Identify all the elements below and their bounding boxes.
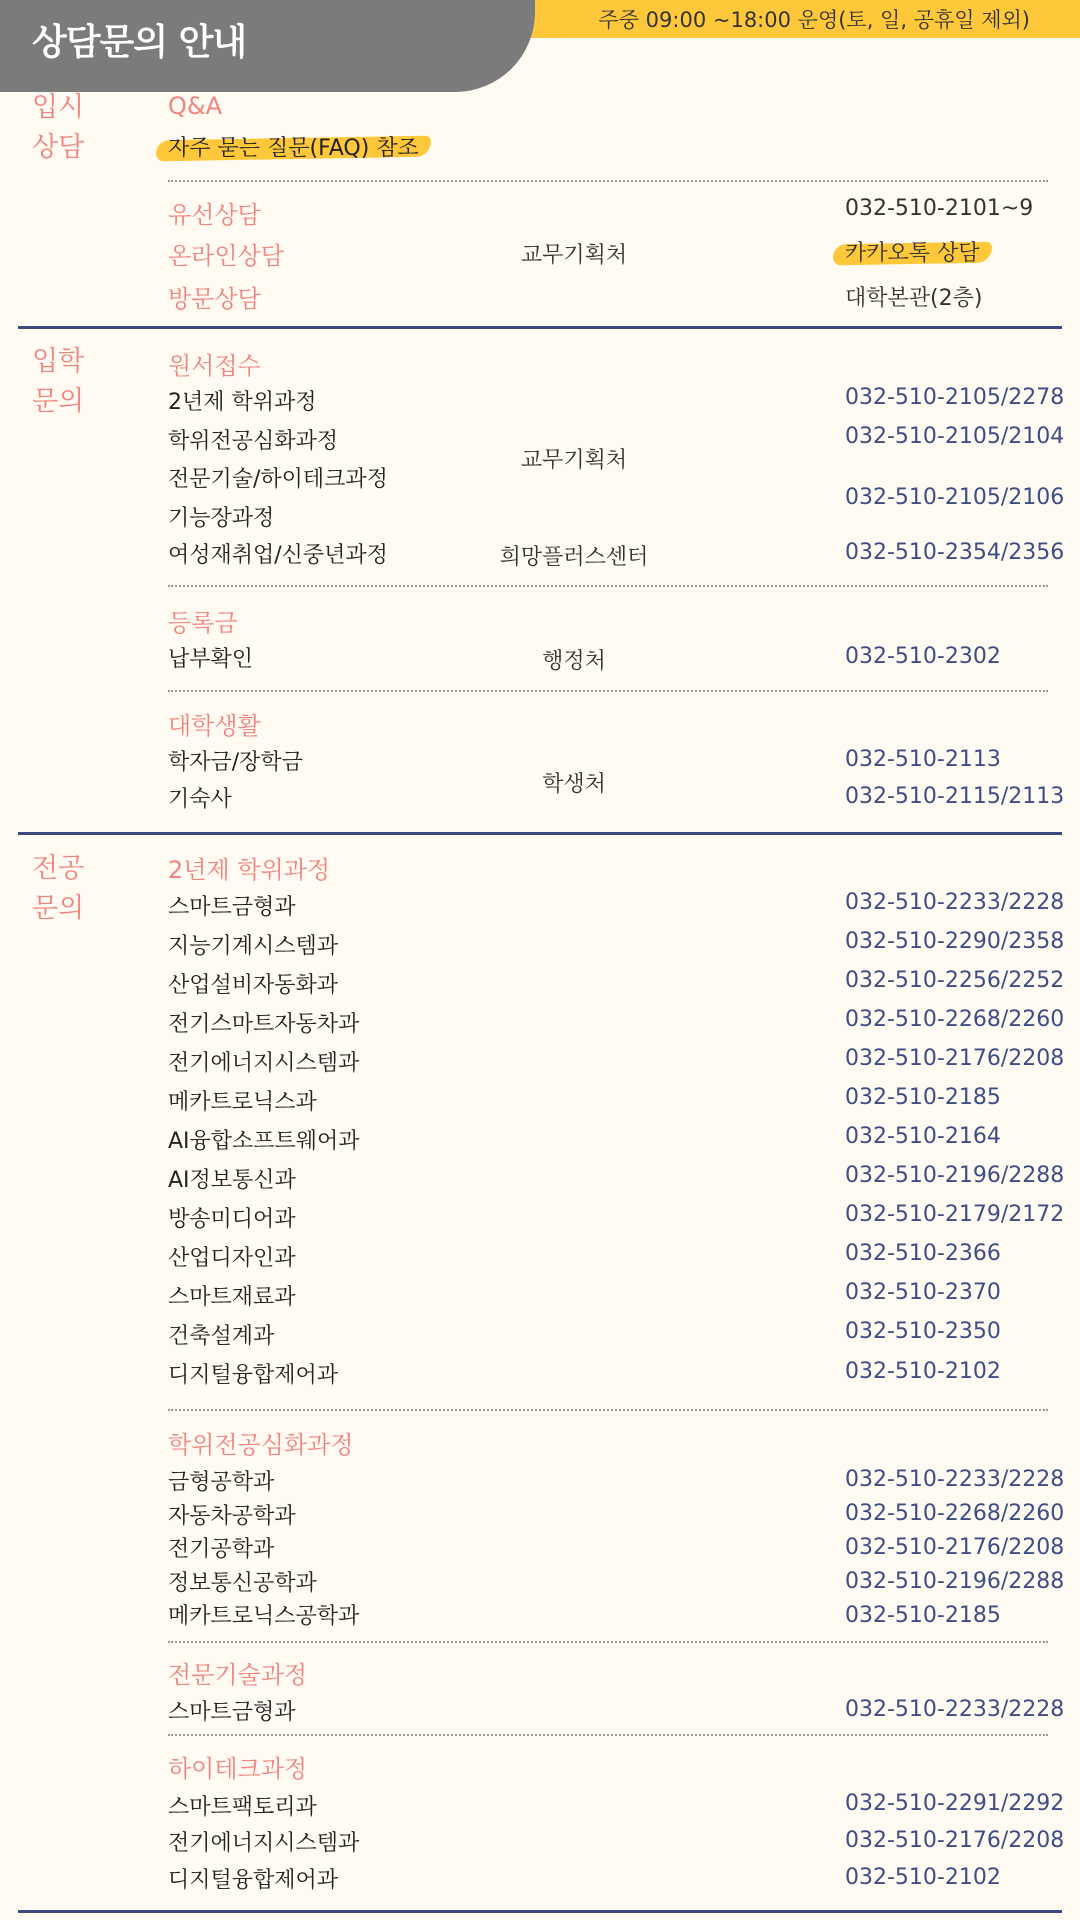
phone-number[interactable]: 032-510-2366 <box>845 1241 1001 1266</box>
phone-number[interactable]: 032-510-2290/2358 <box>845 929 1065 954</box>
office-administration: 행정처 <box>542 649 606 674</box>
list-item: 스마트재료과 <box>168 1285 296 1310</box>
list-item: 방송미디어과 <box>168 1207 296 1232</box>
campus-life-title: 대학생활 <box>168 712 261 740</box>
phone-number[interactable]: 032-510-2233/2228 <box>845 1697 1065 1722</box>
divider <box>168 585 1048 587</box>
faq-link-label: 자주 묻는 질문(FAQ) 참조 <box>168 131 419 162</box>
section-divider <box>18 832 1062 835</box>
list-item: 2년제 학위과정 <box>168 390 317 415</box>
list-item: 건축설계과 <box>168 1324 275 1349</box>
list-item: 디지털융합제어과 <box>168 1363 339 1388</box>
hightech-title: 하이테크과정 <box>168 1755 308 1783</box>
phone-number[interactable]: 032-510-2268/2260 <box>845 1501 1065 1526</box>
advanced-title: 학위전공심화과정 <box>168 1431 354 1459</box>
phone-number[interactable]: 032-510-2164 <box>845 1124 1001 1149</box>
phone-number[interactable]: 032-510-2176/2208 <box>845 1828 1065 1853</box>
divider <box>168 180 1048 182</box>
phone-number[interactable]: 032-510-2233/2228 <box>845 890 1065 915</box>
office-hope-plus-center: 희망플러스센터 <box>499 545 649 570</box>
list-item: AI정보통신과 <box>168 1168 296 1193</box>
list-item: 기숙사 <box>168 787 232 812</box>
phone-number[interactable]: 032-510-2113 <box>845 747 1001 772</box>
phone-number[interactable]: 032-510-2185 <box>845 1085 1001 1110</box>
list-item: 전기에너지시스템과 <box>168 1051 360 1076</box>
phone-number[interactable]: 032-510-2268/2260 <box>845 1007 1065 1032</box>
tuition-title: 등록금 <box>168 609 238 637</box>
consult-phone-range[interactable]: 032-510-2101~9 <box>845 196 1034 221</box>
kakao-consult-link[interactable] <box>845 236 980 267</box>
phone-number[interactable]: 032-510-2185 <box>845 1603 1001 1628</box>
kakao-consult-label: 카카오톡 상담 <box>845 236 980 267</box>
phone-number[interactable]: 032-510-2350 <box>845 1319 1001 1344</box>
list-item: 스마트팩토리과 <box>168 1795 317 1820</box>
application-title: 원서접수 <box>168 352 261 380</box>
list-item: 금형공학과 <box>168 1470 275 1495</box>
phone-number[interactable]: 032-510-2291/2292 <box>845 1791 1065 1816</box>
divider <box>168 1734 1048 1736</box>
list-item: 기능장과정 <box>168 506 275 531</box>
list-item: 디지털융합제어과 <box>168 1868 339 1893</box>
phone-number[interactable]: 032-510-2105/2106 <box>845 485 1065 510</box>
list-item: 산업설비자동화과 <box>168 973 339 998</box>
office-student-affairs: 학생처 <box>542 772 606 797</box>
operating-hours: 주중 09:00 ~18:00 운영(토, 일, 공휴일 제외) <box>598 8 1030 32</box>
phone-number[interactable]: 032-510-2102 <box>845 1359 1001 1384</box>
phone-number[interactable]: 032-510-2196/2288 <box>845 1569 1065 1594</box>
phone-number[interactable]: 032-510-2354/2356 <box>845 540 1065 565</box>
phone-number[interactable]: 032-510-2256/2252 <box>845 968 1065 993</box>
technical-title: 전문기술과정 <box>168 1661 308 1689</box>
phone-number[interactable]: 032-510-2370 <box>845 1280 1001 1305</box>
list-item: 학위전공심화과정 <box>168 429 339 454</box>
section-label-major-inquiry: 전공 문의 <box>32 853 85 924</box>
phone-consult-label: 유선상담 <box>168 201 261 229</box>
section-label-admission-consult: 입시 상담 <box>32 92 85 163</box>
divider <box>168 690 1048 692</box>
phone-number[interactable]: 032-510-2102 <box>845 1865 1001 1890</box>
list-item: 지능기계시스템과 <box>168 934 339 959</box>
phone-number[interactable]: 032-510-2196/2288 <box>845 1163 1065 1188</box>
list-item: 여성재취업/신중년과정 <box>168 543 388 568</box>
phone-number[interactable]: 032-510-2233/2228 <box>845 1467 1065 1492</box>
office-academic-planning: 교무기획처 <box>520 243 628 268</box>
list-item: 자동차공학과 <box>168 1504 296 1529</box>
qa-title: Q&A <box>168 92 223 120</box>
section-divider <box>18 326 1062 329</box>
list-item: 학자금/장학금 <box>168 750 303 775</box>
phone-number[interactable]: 032-510-2179/2172 <box>845 1202 1065 1227</box>
divider <box>168 1409 1048 1411</box>
phone-number[interactable]: 032-510-2176/2208 <box>845 1535 1065 1560</box>
list-item: 산업디자인과 <box>168 1246 296 1271</box>
phone-number[interactable]: 032-510-2105/2278 <box>845 385 1065 410</box>
divider <box>168 1641 1048 1643</box>
list-item: 스마트금형과 <box>168 895 296 920</box>
list-item: 전기에너지시스템과 <box>168 1831 360 1856</box>
phone-number[interactable]: 032-510-2176/2208 <box>845 1046 1065 1071</box>
list-item: 납부확인 <box>168 647 254 672</box>
phone-number[interactable]: 032-510-2302 <box>845 644 1001 669</box>
list-item: 전기공학과 <box>168 1537 275 1562</box>
section-label-entrance-inquiry: 입학 문의 <box>32 346 85 417</box>
online-consult-label: 온라인상담 <box>168 242 284 270</box>
list-item: 정보통신공학과 <box>168 1571 317 1596</box>
list-item: 전기스마트자동차과 <box>168 1012 360 1037</box>
list-item: 메카트로닉스과 <box>168 1090 317 1115</box>
phone-number[interactable]: 032-510-2105/2104 <box>845 424 1065 449</box>
list-item: 메카트로닉스공학과 <box>168 1604 360 1629</box>
phone-number[interactable]: 032-510-2115/2113 <box>845 784 1065 809</box>
visit-consult-label: 방문상담 <box>168 285 261 313</box>
section-divider <box>18 1910 1062 1913</box>
faq-link[interactable] <box>168 131 419 162</box>
office-academic-planning: 교무기획처 <box>520 448 628 473</box>
list-item: 전문기술/하이테크과정 <box>168 467 388 492</box>
list-item: 스마트금형과 <box>168 1700 296 1725</box>
visit-location: 대학본관(2층) <box>845 286 983 311</box>
two-year-title: 2년제 학위과정 <box>168 856 331 884</box>
list-item: AI융합소프트웨어과 <box>168 1129 360 1154</box>
page-title: 상담문의 안내 <box>32 22 247 63</box>
